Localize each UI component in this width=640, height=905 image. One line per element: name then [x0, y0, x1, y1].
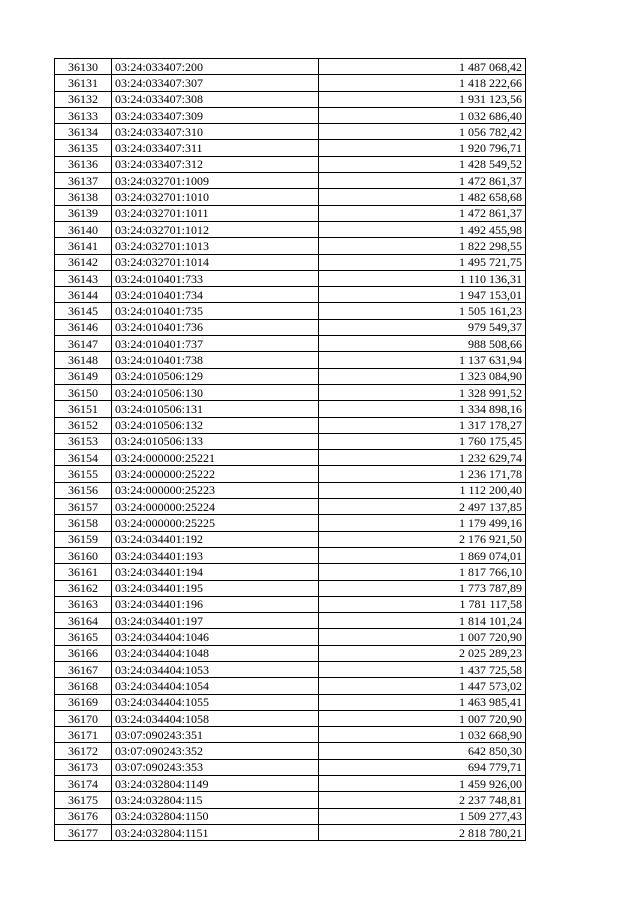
cadastral-number-cell: 03:24:010401:736 [112, 319, 319, 335]
cadastral-number-cell: 03:24:034401:193 [112, 547, 319, 563]
row-number-cell: 36135 [55, 140, 112, 156]
cadastral-value-cell: 1 947 153,01 [319, 287, 526, 303]
row-number-cell: 36137 [55, 173, 112, 189]
row-number-cell: 36150 [55, 384, 112, 400]
table-row [55, 727, 526, 743]
cadastral-value-cell: 1 459 926,00 [319, 776, 526, 792]
cadastral-number-cell: 03:24:034401:197 [112, 613, 319, 629]
cadastral-number-cell: 03:24:034404:1055 [112, 694, 319, 710]
row-number-cell: 36154 [55, 450, 112, 466]
table-row [55, 287, 526, 303]
cadastral-number-cell: 03:07:090243:352 [112, 743, 319, 759]
cadastral-value-cell: 1 472 861,37 [319, 173, 526, 189]
table-row [55, 694, 526, 710]
table-row [55, 808, 526, 824]
cadastral-value-cell: 1 773 787,89 [319, 580, 526, 596]
row-number-cell: 36155 [55, 466, 112, 482]
table-row [55, 531, 526, 547]
row-number-cell: 36131 [55, 75, 112, 91]
row-number-cell: 36167 [55, 661, 112, 677]
cadastral-number-cell: 03:24:034404:1046 [112, 629, 319, 645]
table-row [55, 91, 526, 107]
cadastral-number-cell: 03:24:034404:1048 [112, 645, 319, 661]
row-number-cell: 36133 [55, 107, 112, 123]
cadastral-number-cell: 03:24:032701:1009 [112, 173, 319, 189]
cadastral-number-cell: 03:07:090243:353 [112, 759, 319, 775]
cadastral-value-cell: 1 110 136,31 [319, 270, 526, 286]
cadastral-value-cell: 1 447 573,02 [319, 678, 526, 694]
row-number-cell: 36174 [55, 776, 112, 792]
cadastral-number-cell: 03:24:010506:132 [112, 417, 319, 433]
row-number-cell: 36177 [55, 824, 112, 840]
cadastral-value-cell: 1 007 720,90 [319, 629, 526, 645]
row-number-cell: 36136 [55, 156, 112, 172]
row-number-cell: 36157 [55, 499, 112, 515]
row-number-cell: 36158 [55, 515, 112, 531]
row-number-cell: 36138 [55, 189, 112, 205]
row-number-cell: 36175 [55, 792, 112, 808]
row-number-cell: 36156 [55, 482, 112, 498]
table-row [55, 466, 526, 482]
table-row [55, 59, 526, 75]
cadastral-value-cell: 1 323 084,90 [319, 368, 526, 384]
cadastral-value-cell: 2 497 137,85 [319, 499, 526, 515]
table-row [55, 678, 526, 694]
cadastral-value-cell: 2 818 780,21 [319, 824, 526, 840]
cadastral-number-cell: 03:24:000000:25225 [112, 515, 319, 531]
row-number-cell: 36159 [55, 531, 112, 547]
cadastral-value-cell: 1 869 074,01 [319, 547, 526, 563]
table-row [55, 613, 526, 629]
cadastral-number-cell: 03:24:033407:308 [112, 91, 319, 107]
table-row [55, 776, 526, 792]
cadastral-number-cell: 03:24:034404:1058 [112, 710, 319, 726]
cadastral-value-cell: 2 237 748,81 [319, 792, 526, 808]
row-number-cell: 36130 [55, 59, 112, 75]
cadastral-number-cell: 03:24:033407:200 [112, 59, 319, 75]
row-number-cell: 36160 [55, 547, 112, 563]
cadastral-number-cell: 03:24:033407:309 [112, 107, 319, 123]
cadastral-value-cell: 1 317 178,27 [319, 417, 526, 433]
row-number-cell: 36170 [55, 710, 112, 726]
row-number-cell: 36176 [55, 808, 112, 824]
cadastral-value-cell: 1 817 766,10 [319, 564, 526, 580]
row-number-cell: 36149 [55, 368, 112, 384]
row-number-cell: 36161 [55, 564, 112, 580]
cadastral-value-cell: 988 508,66 [319, 336, 526, 352]
cadastral-value-cell: 1 482 658,68 [319, 189, 526, 205]
cadastral-number-cell: 03:24:010506:131 [112, 401, 319, 417]
cadastral-value-cell: 1 236 171,78 [319, 466, 526, 482]
cadastral-value-cell: 1 137 631,94 [319, 352, 526, 368]
cadastral-number-cell: 03:24:034404:1054 [112, 678, 319, 694]
row-number-cell: 36164 [55, 613, 112, 629]
cadastral-number-cell: 03:24:034401:195 [112, 580, 319, 596]
table-row [55, 759, 526, 775]
row-number-cell: 36166 [55, 645, 112, 661]
row-number-cell: 36140 [55, 221, 112, 237]
table-row [55, 156, 526, 172]
cadastral-number-cell: 03:24:010506:130 [112, 384, 319, 400]
cadastral-number-cell: 03:24:032701:1014 [112, 254, 319, 270]
table-row [55, 629, 526, 645]
table-row [55, 547, 526, 563]
table-body [55, 59, 526, 841]
row-number-cell: 36143 [55, 270, 112, 286]
cadastral-value-cell: 1 920 796,71 [319, 140, 526, 156]
table-row [55, 368, 526, 384]
table-row [55, 433, 526, 449]
cadastral-value-cell: 2 176 921,50 [319, 531, 526, 547]
cadastral-number-cell: 03:24:032701:1010 [112, 189, 319, 205]
cadastral-number-cell: 03:24:010506:129 [112, 368, 319, 384]
cadastral-value-cell: 1 760 175,45 [319, 433, 526, 449]
cadastral-number-cell: 03:24:032804:1150 [112, 808, 319, 824]
table-row [55, 710, 526, 726]
cadastral-value-cell: 2 025 289,23 [319, 645, 526, 661]
cadastral-number-cell: 03:24:033407:307 [112, 75, 319, 91]
cadastral-value-cell: 1 814 101,24 [319, 613, 526, 629]
cadastral-value-cell: 1 487 068,42 [319, 59, 526, 75]
cadastral-value-cell: 1 509 277,43 [319, 808, 526, 824]
cadastral-value-cell: 1 463 985,41 [319, 694, 526, 710]
row-number-cell: 36151 [55, 401, 112, 417]
row-number-cell: 36165 [55, 629, 112, 645]
cadastral-number-cell: 03:24:034404:1053 [112, 661, 319, 677]
row-number-cell: 36146 [55, 319, 112, 335]
row-number-cell: 36139 [55, 205, 112, 221]
table-row [55, 743, 526, 759]
table-row [55, 352, 526, 368]
cadastral-value-cell: 1 418 222,66 [319, 75, 526, 91]
table-row [55, 238, 526, 254]
table-row [55, 254, 526, 270]
table-row [55, 645, 526, 661]
table-row [55, 221, 526, 237]
cadastral-value-cell: 1 334 898,16 [319, 401, 526, 417]
table-row [55, 515, 526, 531]
table-row [55, 401, 526, 417]
cadastral-value-cell: 979 549,37 [319, 319, 526, 335]
table-row [55, 499, 526, 515]
row-number-cell: 36147 [55, 336, 112, 352]
table-row [55, 189, 526, 205]
cadastral-value-cell: 1 822 298,55 [319, 238, 526, 254]
table-row [55, 596, 526, 612]
cadastral-number-cell: 03:24:010401:733 [112, 270, 319, 286]
table-row [55, 319, 526, 335]
cadastral-value-cell: 1 495 721,75 [319, 254, 526, 270]
row-number-cell: 36163 [55, 596, 112, 612]
cadastral-value-cell: 1 781 117,58 [319, 596, 526, 612]
cadastral-number-cell: 03:24:032701:1011 [112, 205, 319, 221]
cadastral-number-cell: 03:24:000000:25223 [112, 482, 319, 498]
cadastral-number-cell: 03:24:034401:192 [112, 531, 319, 547]
table-row [55, 173, 526, 189]
table-row [55, 303, 526, 319]
cadastral-value-cell: 1 007 720,90 [319, 710, 526, 726]
cadastral-number-cell: 03:07:090243:351 [112, 727, 319, 743]
cadastral-number-cell: 03:24:034401:194 [112, 564, 319, 580]
table-row [55, 417, 526, 433]
row-number-cell: 36142 [55, 254, 112, 270]
cadastral-number-cell: 03:24:010401:737 [112, 336, 319, 352]
cadastral-value-cell: 1 112 200,40 [319, 482, 526, 498]
table-row [55, 661, 526, 677]
cadastral-value-cell: 694 779,71 [319, 759, 526, 775]
cadastral-number-cell: 03:24:032701:1012 [112, 221, 319, 237]
table-row [55, 384, 526, 400]
table-row [55, 205, 526, 221]
cadastral-value-table [54, 58, 526, 841]
cadastral-number-cell: 03:24:032804:1149 [112, 776, 319, 792]
table-row [55, 450, 526, 466]
cadastral-number-cell: 03:24:000000:25222 [112, 466, 319, 482]
table-row [55, 824, 526, 840]
cadastral-number-cell: 03:24:000000:25221 [112, 450, 319, 466]
table-row [55, 107, 526, 123]
table-row [55, 75, 526, 91]
row-number-cell: 36145 [55, 303, 112, 319]
cadastral-number-cell: 03:24:010401:738 [112, 352, 319, 368]
row-number-cell: 36172 [55, 743, 112, 759]
table-row [55, 564, 526, 580]
cadastral-value-cell: 1 492 455,98 [319, 221, 526, 237]
cadastral-number-cell: 03:24:034401:196 [112, 596, 319, 612]
cadastral-value-cell: 1 032 686,40 [319, 107, 526, 123]
row-number-cell: 36173 [55, 759, 112, 775]
row-number-cell: 36144 [55, 287, 112, 303]
cadastral-number-cell: 03:24:032804:115 [112, 792, 319, 808]
table-row [55, 792, 526, 808]
cadastral-number-cell: 03:24:033407:310 [112, 124, 319, 140]
table-row [55, 580, 526, 596]
cadastral-number-cell: 03:24:010401:735 [112, 303, 319, 319]
cadastral-value-cell: 1 437 725,58 [319, 661, 526, 677]
row-number-cell: 36148 [55, 352, 112, 368]
row-number-cell: 36152 [55, 417, 112, 433]
cadastral-value-cell: 642 850,30 [319, 743, 526, 759]
cadastral-number-cell: 03:24:010401:734 [112, 287, 319, 303]
row-number-cell: 36153 [55, 433, 112, 449]
cadastral-number-cell: 03:24:032701:1013 [112, 238, 319, 254]
row-number-cell: 36134 [55, 124, 112, 140]
cadastral-value-cell: 1 472 861,37 [319, 205, 526, 221]
table-row [55, 482, 526, 498]
cadastral-value-cell: 1 505 161,23 [319, 303, 526, 319]
table-row [55, 140, 526, 156]
cadastral-number-cell: 03:24:032804:1151 [112, 824, 319, 840]
row-number-cell: 36169 [55, 694, 112, 710]
row-number-cell: 36171 [55, 727, 112, 743]
row-number-cell: 36162 [55, 580, 112, 596]
table-row [55, 336, 526, 352]
cadastral-value-cell: 1 232 629,74 [319, 450, 526, 466]
cadastral-value-cell: 1 179 499,16 [319, 515, 526, 531]
row-number-cell: 36132 [55, 91, 112, 107]
cadastral-value-cell: 1 056 782,42 [319, 124, 526, 140]
cadastral-number-cell: 03:24:033407:311 [112, 140, 319, 156]
table-row [55, 270, 526, 286]
cadastral-number-cell: 03:24:000000:25224 [112, 499, 319, 515]
row-number-cell: 36168 [55, 678, 112, 694]
table-row [55, 124, 526, 140]
cadastral-value-cell: 1 931 123,56 [319, 91, 526, 107]
cadastral-value-cell: 1 328 991,52 [319, 384, 526, 400]
cadastral-value-cell: 1 032 668,90 [319, 727, 526, 743]
row-number-cell: 36141 [55, 238, 112, 254]
cadastral-number-cell: 03:24:010506:133 [112, 433, 319, 449]
cadastral-number-cell: 03:24:033407:312 [112, 156, 319, 172]
cadastral-value-cell: 1 428 549,52 [319, 156, 526, 172]
